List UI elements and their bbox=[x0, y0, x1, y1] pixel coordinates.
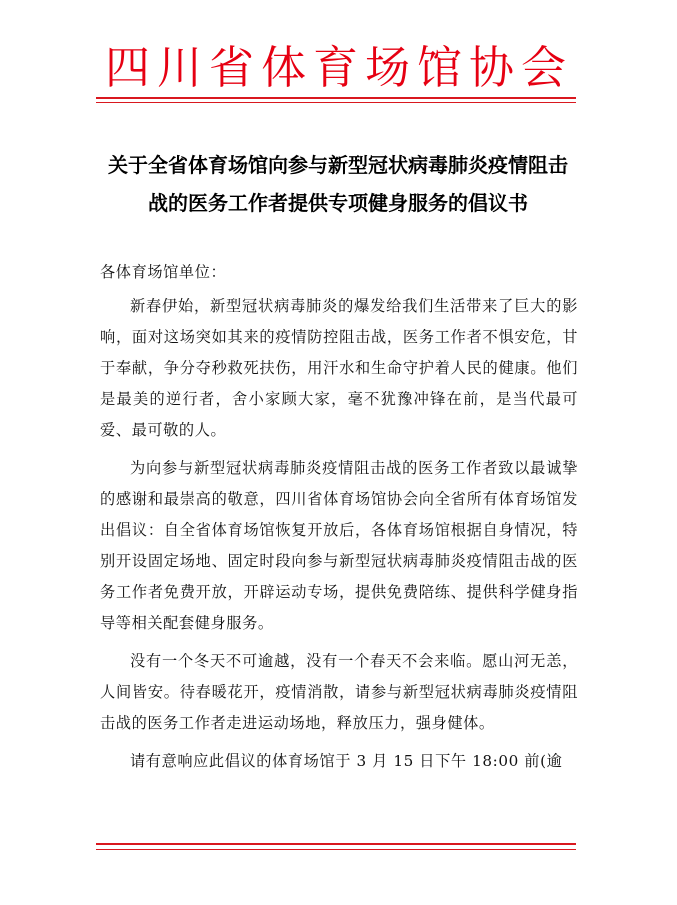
footer-red-rule bbox=[96, 843, 576, 845]
paragraph: 为向参与新型冠状病毒肺炎疫情阻击战的医务工作者致以最诚挚的感谢和最崇高的敬意，四川省体育场馆协会向全省所有体育场馆发出倡议：自全省体育场馆恢复开放后，各体育场馆根据自身情况，特别开设固定场地、固定时段向参与新型冠状病毒肺炎疫情阻击战的医务工作者免费开放，开辟运动专场，提供免费陪练、提供科学健身指导等相关配套健身服务。 bbox=[100, 459, 578, 632]
paragraph: 请有意响应此倡议的体育场馆于 3 月 15 日下午 18:00 前(逾 bbox=[130, 752, 563, 770]
header-red-rule-thin bbox=[96, 102, 576, 103]
document-title-line-1: 关于全省体育场馆向参与新型冠状病毒肺炎疫情阻击 bbox=[108, 153, 568, 177]
salutation: 各体育场馆单位： bbox=[100, 263, 227, 281]
document-body bbox=[100, 257, 578, 777]
footer-red-rule-thin bbox=[96, 849, 576, 850]
organization-letterhead: 四川省体育场馆协会 bbox=[104, 41, 573, 94]
header-red-rule bbox=[96, 97, 576, 99]
document-title-line-2: 战的医务工作者提供专项健身服务的倡议书 bbox=[148, 191, 528, 215]
paragraph: 新春伊始，新型冠状病毒肺炎的爆发给我们生活带来了巨大的影响，面对这场突如其来的疫情防控阻击战，医务工作者不惧安危，甘于奉献，争分夺秒救死扶伤，用汗水和生命守护着人民的健康。他们是最美的逆行者，舍小家顾大家，毫不犹豫冲锋在前，是当代最可爱、最可敬的人。 bbox=[100, 297, 578, 439]
document-title bbox=[96, 146, 580, 222]
paragraph: 没有一个冬天不可逾越，没有一个春天不会来临。愿山河无恙，人间皆安。待春暖花开，疫情消散，请参与新型冠状病毒肺炎疫情阻击战的医务工作者走进运动场地，释放压力，强身健体。 bbox=[100, 652, 578, 732]
